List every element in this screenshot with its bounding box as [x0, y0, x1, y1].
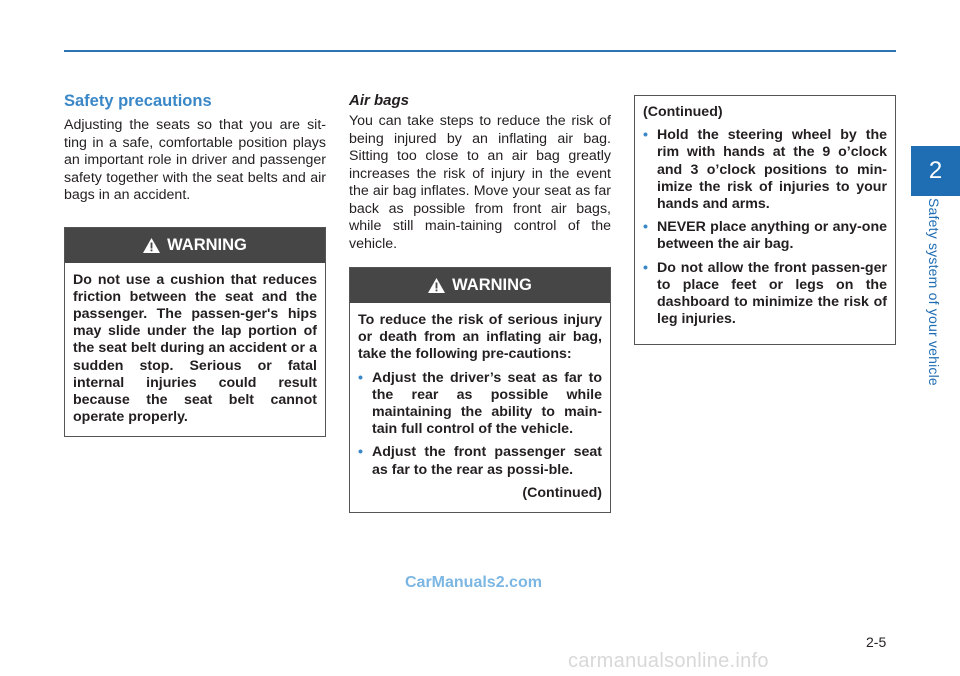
warning-intro: To reduce the risk of serious injury or death from an inflating air bag, take the following pre-cautions:	[358, 312, 602, 363]
list-item: • Adjust the front passenger seat as far to the rear as possi-ble.	[358, 444, 602, 478]
list-item: • Hold the steering wheel by the rim with hands at the 9 o’clock and 3 o’clock positions to min-imize the risk of injuries to your hands and arms.	[643, 127, 887, 213]
column-1	[64, 92, 326, 437]
safety-precautions-paragraph: Adjusting the seats so that you are sit-ting in a safe, comfortable position plays an important role in driver and passenger safety together with the seat belts and air bags in an accident.	[64, 117, 326, 203]
list-item: • NEVER place anything or any-one between the air bag.	[643, 219, 887, 253]
warning-header	[65, 228, 325, 263]
warning-triangle-icon	[143, 238, 160, 253]
warning-body	[350, 303, 610, 512]
column-2	[349, 92, 611, 513]
warning-bullet-list	[358, 370, 602, 479]
watermark-link[interactable]: CarManuals2.com	[405, 574, 542, 591]
continued-label: (Continued)	[643, 104, 723, 120]
list-item: • Do not allow the front passen-ger to place feet or legs on the dashboard to minimize the risk of leg injuries.	[643, 260, 887, 329]
warning-text: Do not use a cushion that reduces friction between the seat and the passenger. The passen-ger's hips may slide under the lap portion of the seat belt during an accident or a sudden stop. Serious or fatal internal injuries could result because the seat belt cannot operate properly.	[73, 271, 317, 426]
warning-body	[65, 263, 325, 437]
footer-watermark: carmanualsonline.info	[568, 650, 769, 672]
warning-triangle-icon	[428, 278, 445, 293]
warning-label: WARNING	[452, 276, 532, 294]
section-heading-safety-precautions: Safety precautions	[64, 92, 212, 110]
continued-warning-body	[635, 96, 895, 344]
warning-header	[350, 268, 610, 303]
air-bags-paragraph: You can take steps to reduce the risk of being injured by an inflating air bag. Sitting too close to an air bag greatly increases the risk of injury in the event the air bag inflates. Move your seat as far back as possible from front air bags, while still main-taining control of the vehicle.	[349, 113, 611, 252]
page-number: 2-5	[866, 634, 887, 650]
chapter-number-tab: 2	[911, 146, 960, 196]
chapter-title: Safety system of your vehicle	[926, 198, 942, 386]
top-rule	[64, 50, 896, 52]
warning-box-air-bag	[349, 267, 611, 513]
continued-warning-box	[634, 95, 896, 345]
continued-bullet-list	[643, 127, 887, 328]
section-heading-air-bags: Air bags	[349, 92, 410, 109]
continued-note: (Continued)	[522, 484, 602, 501]
warning-label: WARNING	[167, 235, 247, 254]
list-item: • Adjust the driver’s seat as far to the rear as possible while maintaining the ability to main-tain full control of the vehicle.	[358, 370, 602, 439]
warning-box-cushion	[64, 227, 326, 438]
